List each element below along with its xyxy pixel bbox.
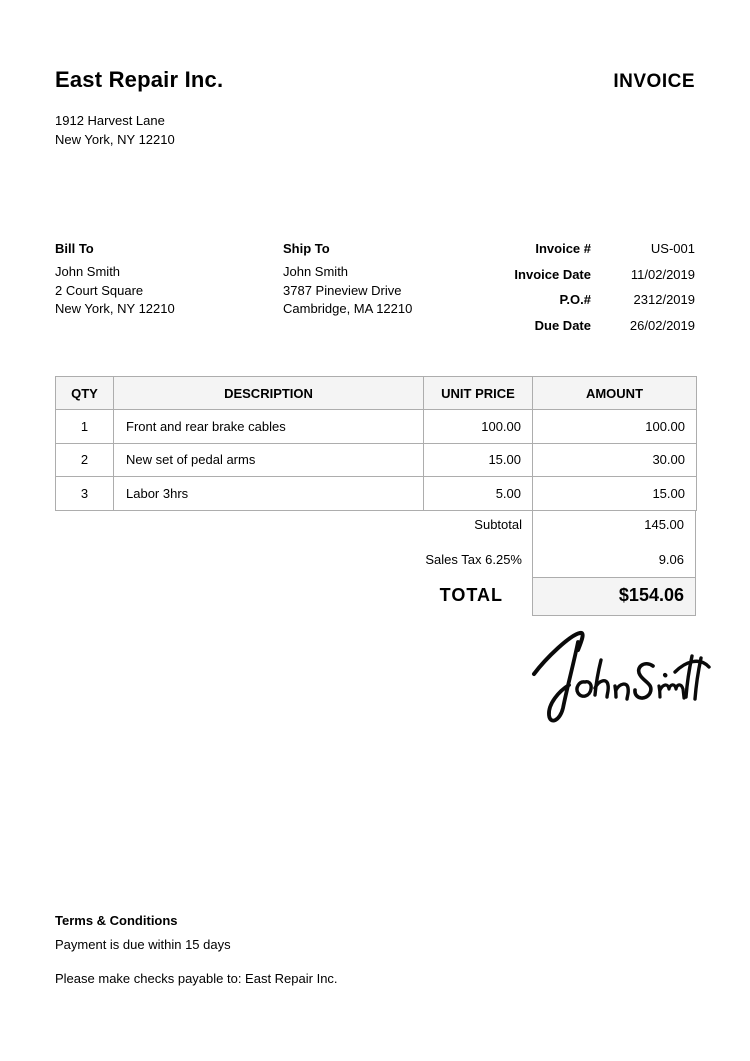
item-unit-price: 100.00 xyxy=(424,410,533,444)
company-name: East Repair Inc. xyxy=(55,67,224,92)
ship-to-street: 3787 Pineview Drive xyxy=(283,282,402,298)
item-qty: 3 xyxy=(56,477,114,511)
due-date-value: 26/02/2019 xyxy=(629,317,695,333)
item-qty: 1 xyxy=(56,410,114,444)
invoice-meta xyxy=(445,241,695,343)
item-amount: 15.00 xyxy=(533,477,697,511)
company-address xyxy=(55,111,175,149)
po-number-value: 2312/2019 xyxy=(633,292,695,307)
qty-column-header: QTY xyxy=(56,377,114,410)
table-row xyxy=(56,477,697,511)
meta-row-due-date xyxy=(445,318,695,344)
item-description: New set of pedal arms xyxy=(114,443,424,477)
terms-line-payment: Payment is due within 15 days xyxy=(55,937,231,952)
ship-to-name: John Smith xyxy=(283,264,349,279)
invoice-number-value: US-001 xyxy=(650,241,695,256)
signature-ink xyxy=(528,620,713,730)
invoice-date-label: Invoice Date xyxy=(514,266,591,282)
invoice-number-label: Invoice # xyxy=(535,241,591,256)
terms-heading: Terms & Conditions xyxy=(55,913,178,928)
sales-tax-value: 9.06 xyxy=(658,552,684,567)
item-unit-price: 15.00 xyxy=(424,443,533,477)
total-value: $154.06 xyxy=(618,585,684,605)
meta-row-invoice-number xyxy=(445,241,695,267)
bill-to-name: John Smith xyxy=(55,264,121,279)
table-header-row xyxy=(56,377,697,410)
item-amount: 100.00 xyxy=(533,410,697,444)
meta-row-po-number xyxy=(445,292,695,318)
item-qty: 2 xyxy=(56,443,114,477)
subtotal-label: Subtotal xyxy=(474,517,522,532)
description-column-header: DESCRIPTION xyxy=(114,377,424,410)
line-items-table xyxy=(55,376,697,511)
bill-to-street: 2 Court Square xyxy=(55,282,144,298)
table-row xyxy=(56,443,697,477)
table-row xyxy=(56,410,697,444)
item-description: Front and rear brake cables xyxy=(114,410,424,444)
ship-to-city: Cambridge, MA 12210 xyxy=(283,301,413,317)
item-amount: 30.00 xyxy=(533,443,697,477)
po-number-label: P.O.# xyxy=(559,292,591,307)
sales-tax-label: Sales Tax 6.25% xyxy=(425,552,522,567)
due-date-label: Due Date xyxy=(534,317,591,333)
item-unit-price: 5.00 xyxy=(424,477,533,511)
ship-to-heading: Ship To xyxy=(283,241,330,256)
total-label: TOTAL xyxy=(439,585,503,605)
bill-to-city: New York, NY 12210 xyxy=(55,301,175,317)
item-description: Labor 3hrs xyxy=(114,477,424,511)
bill-to-heading: Bill To xyxy=(55,241,94,256)
signature xyxy=(528,620,713,730)
bill-to-block xyxy=(55,241,265,319)
company-address-line1: 1912 Harvest Lane xyxy=(55,113,165,128)
meta-row-invoice-date xyxy=(445,267,695,293)
invoice-date-value: 11/02/2019 xyxy=(630,266,695,282)
document-title: INVOICE xyxy=(613,71,695,92)
amount-column-header: AMOUNT xyxy=(533,377,697,410)
unit-price-column-header: UNIT PRICE xyxy=(424,377,533,410)
company-address-line2: New York, NY 12210 xyxy=(55,132,175,147)
terms-line-checks: Please make checks payable to: East Repair Inc. xyxy=(55,971,338,986)
terms-section xyxy=(55,913,555,986)
subtotal-value: 145.00 xyxy=(644,517,684,532)
